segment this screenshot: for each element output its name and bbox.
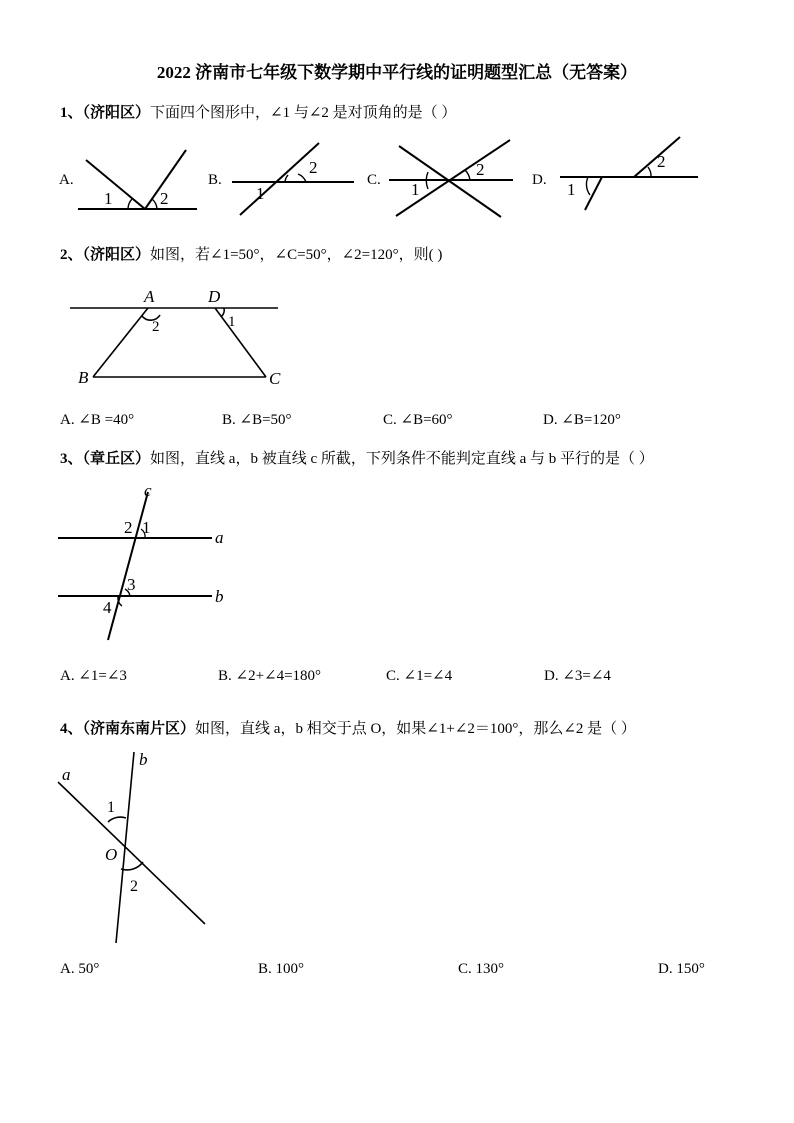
q4-option-a: A. 50°: [60, 961, 100, 977]
q1-figure-label-c: C.: [367, 172, 381, 188]
q3-option-b: B. ∠2+∠4=180°: [218, 668, 322, 684]
q4-line-a: a: [62, 765, 71, 784]
q4-option-d: D. 150°: [658, 961, 705, 977]
q1-figure-label-d: D.: [532, 172, 547, 188]
q1-b-angle-1: 1: [256, 184, 265, 203]
question-1-text: 下面四个图形中，∠1 与∠2 是对顶角的是（ ）: [150, 105, 457, 121]
q3-angle-2: 2: [124, 518, 133, 537]
q1-c-angle-1: 1: [411, 180, 420, 199]
q1-d-angle-1: 1: [567, 180, 576, 199]
q3-angle-4: 4: [103, 598, 112, 617]
q4-angle-1: 1: [107, 799, 115, 816]
q3-angle-1: 1: [142, 518, 151, 537]
q3-option-c: C. ∠1=∠4: [386, 668, 453, 684]
q3-line-a: a: [215, 528, 224, 547]
question-2-text: 如图，若∠1=50°，∠C=50°，∠2=120°，则( ): [150, 247, 443, 263]
question-1-region: （济阳区）: [82, 105, 151, 121]
q1-a-angle-2: 2: [160, 189, 169, 208]
q1-a-angle-1: 1: [104, 189, 113, 208]
q2-point-A: A: [144, 287, 155, 306]
q3-line-b: b: [215, 587, 224, 606]
q1-d-angle-2: 2: [657, 152, 666, 171]
q2-angle-1: 1: [228, 314, 236, 330]
q3-option-d: D. ∠3=∠4: [544, 668, 611, 684]
question-4-region: （济南东南片区）: [82, 721, 196, 737]
q2-option-b: B. ∠B=50°: [222, 412, 292, 428]
q2-point-C: C: [269, 369, 281, 388]
q2-angle-2: 2: [152, 319, 160, 335]
q4-option-b: B. 100°: [258, 961, 305, 977]
q2-option-d: D. ∠B=120°: [543, 412, 621, 428]
question-3-text: 如图，直线 a，b 被直线 c 所截，下列条件不能判定直线 a 与 b 平行的是（ ）: [150, 451, 654, 467]
q3-option-a: A. ∠1=∠3: [60, 668, 127, 684]
question-3-region: （章丘区）: [82, 451, 151, 467]
q4-point-O: O: [105, 845, 118, 864]
question-4-text: 如图，直线 a，b 相交于点 O，如果∠1+∠2＝100°，那么∠2 是（ ）: [195, 721, 636, 737]
q2-point-D: D: [208, 287, 221, 306]
question-4-number: 4、: [60, 721, 83, 737]
q3-line-c: c: [144, 481, 152, 500]
q2-option-c: C. ∠B=60°: [383, 412, 453, 428]
question-2-number: 2、: [60, 247, 83, 263]
question-3-number: 3、: [60, 451, 83, 467]
q1-figure-label-a: A.: [59, 172, 74, 188]
page-title: 2022 济南市七年级下数学期中平行线的证明题型汇总（无答案）: [156, 63, 638, 82]
q1-c-angle-2: 2: [476, 160, 485, 179]
question-2-region: （济阳区）: [82, 247, 151, 263]
question-1-number: 1、: [60, 105, 83, 121]
q2-point-B: B: [78, 368, 89, 387]
q1-b-angle-2: 2: [309, 158, 318, 177]
q4-line-b: b: [139, 750, 148, 769]
q2-option-a: A. ∠B =40°: [60, 412, 135, 428]
q4-option-c: C. 130°: [458, 961, 505, 977]
q1-figure-label-b: B.: [208, 172, 222, 188]
q3-angle-3: 3: [127, 575, 136, 594]
q4-angle-2: 2: [130, 878, 138, 895]
